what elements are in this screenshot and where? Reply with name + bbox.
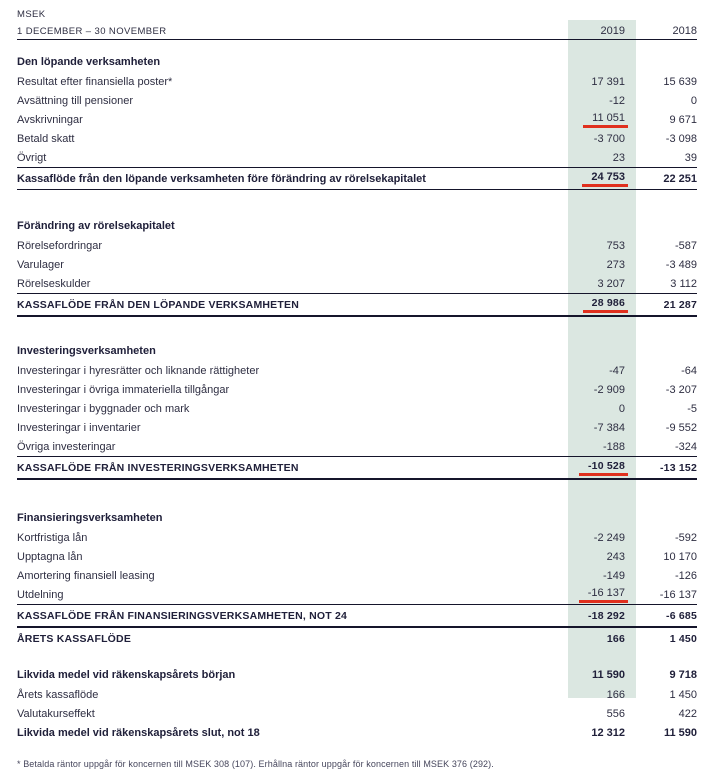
value-2018: 15 639 [663,75,697,88]
row-spacer [17,317,697,329]
value-2019 [567,610,625,622]
value-2018: -126 [674,569,697,582]
value-2019-text: 23 [612,151,625,164]
value-2018: 1 450 [669,632,697,645]
row-spacer [17,649,697,665]
value-2019 [567,689,625,701]
value-2018: -9 552 [665,421,697,434]
value-2018: 1 450 [669,688,697,701]
row-label: Övriga investeringar [17,440,116,453]
row-label: Avsättning till pensioner [17,94,133,107]
table-row [17,129,697,148]
row-label: Investeringar i övriga immateriella tillgångar [17,383,230,396]
table-row [17,274,697,293]
value-2019-text: -149 [602,569,625,582]
table-row [17,456,697,480]
value-2018: 3 112 [670,277,697,290]
value-2018: -5 [687,402,697,415]
row-label: Upptagna lån [17,550,83,563]
row-label: KASSAFLÖDE FRÅN DEN LÖPANDE VERKSAMHETEN [17,298,299,311]
value-2018: 9 718 [669,669,697,681]
table-row [17,723,697,743]
value-2019-text: 273 [606,258,625,271]
value-2018: 11 590 [663,727,697,739]
value-2019 [567,365,625,377]
row-label: Investeringar i hyresrätter och liknande rättigheter [17,364,260,377]
value-2018: 0 [690,94,697,107]
value-2019-text: -7 384 [593,421,625,434]
table-row [17,628,697,649]
value-2019-text: 11 590 [591,669,625,681]
value-2019-text: -3 700 [593,132,625,145]
value-2019 [567,669,625,681]
row-label: Resultat efter finansiella poster* [17,75,173,88]
value-2018: -3 207 [665,383,697,396]
value-2019 [567,76,625,88]
value-2019 [567,708,625,720]
value-2019 [567,422,625,434]
value-2018: 22 251 [663,172,697,185]
value-2019-text: -12 [609,94,625,107]
row-label: Kortfristiga lån [17,531,88,544]
value-2018: -3 489 [665,258,697,271]
value-2018: 10 170 [663,550,697,563]
table-row [17,685,697,704]
value-2019-text: -18 292 [587,609,625,622]
red-underline-annotation: -16 137 [579,587,628,603]
value-2019 [567,570,625,582]
value-2019-text: 556 [606,707,625,720]
table-row [17,704,697,723]
row-label: Den löpande verksamheten [17,56,161,68]
value-2019 [567,384,625,396]
value-2018: 9 671 [669,113,697,126]
value-2019 [567,403,625,415]
row-label: Investeringsverksamheten [17,345,156,357]
table-row [17,148,697,167]
row-spacer [17,480,697,496]
column-header-2019: 2019 [600,25,625,37]
table-row [17,236,697,255]
value-2018: -16 137 [659,588,697,601]
value-2019-text: 166 [606,688,625,701]
section-header-row [17,341,697,361]
value-2018: -6 685 [666,609,697,622]
table-row [17,528,697,547]
table-row [17,418,697,437]
row-spacer [17,190,697,204]
value-2019-text: -47 [609,364,625,377]
row-label: KASSAFLÖDE FRÅN INVESTERINGSVERKSAMHETEN [17,461,299,474]
table-row [17,665,697,685]
table-row [17,380,697,399]
value-2019 [567,727,625,739]
row-label: Valutakurseffekt [17,707,95,720]
row-label: Rörelseskulder [17,277,91,290]
value-2019 [567,259,625,271]
section-header-row [17,52,697,72]
value-2019 [567,297,625,313]
value-2019 [567,551,625,563]
row-label: Amortering finansiell leasing [17,569,155,582]
table-row [17,547,697,566]
row-label: Betald skatt [17,132,75,145]
value-2019-text: 17 391 [591,75,625,88]
footnote-text: * Betalda räntor uppgår för koncernen till MSEK 308 (107). Erhållna räntor uppgår för koncernen till MSEK 376 (292). [17,759,494,769]
value-2019 [567,278,625,290]
row-label: Likvida medel vid räkenskapsårets början [17,669,236,681]
value-2019-text: 0 [618,402,625,415]
value-2019-text: 753 [606,239,625,252]
table-row [17,255,697,274]
value-2019 [567,112,625,128]
row-label: Rörelsefordringar [17,239,102,252]
unit-label: MSEK [17,9,46,20]
value-2018: -592 [674,531,697,544]
value-2019-text: 12 312 [591,727,625,739]
value-2019 [567,460,625,476]
value-2018: -324 [674,440,697,453]
value-2018: 422 [678,707,697,720]
value-2018: 21 287 [663,298,697,311]
value-2018: -587 [674,239,697,252]
value-2019-text: 243 [606,550,625,563]
value-2018: -13 152 [659,461,697,474]
table-row [17,72,697,91]
value-2019 [567,441,625,453]
value-2019 [567,633,625,645]
value-2018: 39 [684,151,697,164]
red-underline-annotation: 11 051 [583,112,628,128]
row-label: Förändring av rörelsekapitalet [17,220,175,232]
value-2019-text: -188 [602,440,625,453]
value-2019 [567,240,625,252]
row-label: Utdelning [17,588,64,601]
row-label: KASSAFLÖDE FRÅN FINANSIERINGSVERKSAMHETEN, NOT 24 [17,609,348,622]
value-2019-text: 3 207 [597,277,625,290]
table-body [17,52,697,743]
table-row [17,604,697,628]
red-underline-annotation: 28 986 [583,297,628,313]
value-2019 [567,152,625,164]
value-2019 [567,95,625,107]
row-label: Investeringar i byggnader och mark [17,402,190,415]
column-header-2018: 2018 [672,25,697,37]
table-row [17,167,697,190]
period-label: 1 DECEMBER – 30 NOVEMBER [17,26,167,37]
row-label: Likvida medel vid räkenskapsårets slut, not 18 [17,727,260,739]
value-2019-text: -2 909 [593,383,625,396]
value-2018: -64 [681,364,697,377]
table-row [17,361,697,380]
section-header-row [17,216,697,236]
value-2019 [567,171,625,187]
value-2019 [567,532,625,544]
row-label: Årets kassaflöde [17,688,99,701]
value-2019-text: 166 [606,632,625,645]
value-2018: -3 098 [665,132,697,145]
red-underline-annotation: -10 528 [579,460,628,476]
row-label: Avskrivningar [17,113,83,126]
value-2019 [567,133,625,145]
row-label: Övrigt [17,151,47,164]
table-row [17,110,697,129]
table-row [17,437,697,456]
section-header-row [17,508,697,528]
row-label: Varulager [17,258,64,271]
value-2019 [567,587,625,603]
row-label: Finansieringsverksamheten [17,512,163,524]
red-underline-annotation: 24 753 [582,171,628,187]
table-row [17,293,697,317]
value-2019-text: -2 249 [593,531,625,544]
table-row [17,585,697,604]
table-row [17,566,697,585]
row-label: Kassaflöde från den löpande verksamheten före förändring av rörelsekapitalet [17,172,426,185]
row-label: ÅRETS KASSAFLÖDE [17,632,132,645]
table-row [17,91,697,110]
table-row [17,399,697,418]
row-label: Investeringar i inventarier [17,421,141,434]
table-header-row [17,21,697,40]
